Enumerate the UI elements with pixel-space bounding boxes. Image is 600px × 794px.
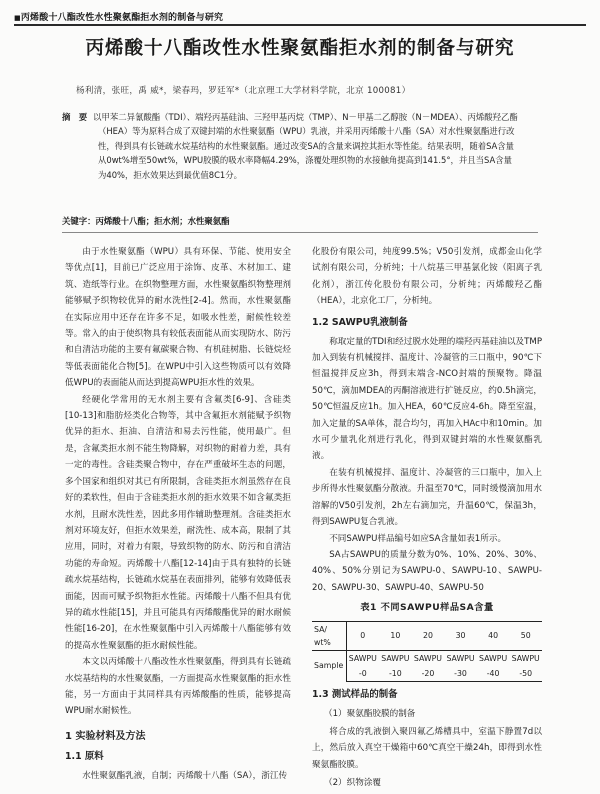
section-1-3-heading: 1.3 测试样品的制备 [312, 688, 398, 700]
table-cell: SAWPU [444, 650, 477, 666]
right-column [312, 244, 542, 794]
film-prep-text: 将合成的乳液倒入聚四氟乙烯槽具中，室温下静置7d以上，然后放入真空干燥箱中60℃真空干燥24h，即得到水性聚氨酯胶膜。 [312, 726, 542, 770]
table-cell: SAWPU [346, 650, 379, 666]
table-row-lead: Sample [312, 650, 346, 681]
running-header-title: ■ 丙烯酸十八酯改性水性聚氨酯拒水剂的制备与研究 [14, 10, 223, 23]
synthesis-paragraph-4: SA占SAWPU的质量分数为0%、10%、20%、30%、40%、50%分别记为SAWPU-0、SAWPU-10、SAWPU-20、SAWPU-30、SAWPU-40、SAWPU-50 [312, 549, 542, 593]
intro-paragraph-2: 经硬化学常用的无水剂主要有含氟类[6-9]、含硅类[10-13]和脂肪烃类化合物等，其中含氟拒水剂能赋予织物优异的拒水、拒油、自清洁和易去污性能，使用最广。但是，含氟类拒水剂不能生物降解，对织物的耐着力差，具有一定的毒性。含硅类聚合物中，存在严重破坏生态的问题，多个国家和组织对其已有所限制，含硅类拒水剂虽然存在良好的柔软性，但由于含硅类拒水剂的拒水效果不如含氟类拒水剂，且耐水洗性差，因此多用作辅助整理剂。含硅类拒水剂对环境友好，但拒水效果差，耐洗性、成本高，限制了其应用，同时，对着力有限，导致织物的防水、防污和自清洁功能的寿命短。丙烯酸十八酯[12-14]由于具有独特的长链疏水烷基结构，长链疏水烷基在表面排列，能够有效降低表面能，因而可赋予织物拒水性能。丙烯酸十八酯不但具有优异的疏水性能[15]，并且可能具有丙烯酸酯优异的耐水耐候性能[16-20]，在水性聚氨酯中引入丙烯酸十八酯能够有效的提高水性聚氨酯的拒水耐候性能。 [65, 394, 291, 651]
abstract [62, 110, 518, 182]
synthesis-paragraph-1: 称取定量的TDI和经过脱水处理的端羟丙基硅油以及TMP加入到装有机械搅拌、温度计、冷凝管的三口瓶中，90℃下恒温搅拌反应3h，得到末端含-NCO封端的预聚物。降温50℃，滴加MDEA的丙酮溶液进行扩链反应，约0.5h滴完，50℃恒温反应1h。加入HEA，60℃反应4-6h。降至室温，加入定量的SA单体，混合均匀，再加入HAc中和10min。加水可少量乳化剂进行乳化，得到双键封端的水性聚氨酯乳液。 [312, 336, 542, 462]
table-cell: 10 [379, 621, 412, 650]
keywords-label: 关键字： [62, 216, 96, 226]
intro-paragraph-1: 由于水性聚氨酯（WPU）具有环保、节能、使用安全等优点[1]，目前已广泛应用于涂饰、皮革、木材加工、建筑、造纸等行业。在织物整理方面，水性聚氨酯织物整理剂能够赋予织物较优异的耐水洗性[2-4]。然而，水性聚氨酯在实际应用中还存在许多不足，如吸水性差，耐候性较差等。常入的由于使织物具有较低表面能从而实现防水、防污和自清洁功能的主要有氟碳聚合物、有机硅树脂、长链烷烃等低表面能化合物[5]。在WPU中引入这些物质可以有效降低WPU的表面能从而达到提高WPU拒水性的效果。 [65, 247, 291, 389]
subsection-film-prep: （1）聚氨酯胶膜的制备 [324, 708, 416, 719]
table-cell: 30 [444, 621, 477, 650]
keywords-text: 丙烯酸十八酯；拒水剂；水性聚氨酯 [95, 216, 230, 226]
table-cell: 40 [477, 621, 510, 650]
table-1 [312, 621, 542, 682]
table-cell: 20 [412, 621, 445, 650]
section-1-1-text: 水性聚氨酯乳液，自制；丙烯酸十八酯（SA），浙江传 [82, 770, 288, 781]
table-cell: -40 [477, 666, 510, 682]
section-1-heading: 1 实验材料及方法 [65, 730, 146, 742]
section-1-1-heading: 1.1 原料 [65, 750, 104, 762]
table-cell: SAWPU [412, 650, 445, 666]
synthesis-paragraph-3: 不同SAWPU样品编号如应SA含量如表1所示。 [329, 533, 507, 544]
keywords [62, 215, 518, 227]
table-row [312, 666, 542, 682]
table-cell: -20 [412, 666, 445, 682]
table-header-lead: SA/ wt% [312, 621, 346, 650]
section-1-2-heading: 1.2 SAWPU乳液制备 [312, 316, 408, 328]
keywords-divider [62, 232, 538, 233]
table-cell: SAWPU [509, 650, 542, 666]
table-row [312, 621, 542, 650]
intro-paragraph-3: 本文以丙烯酸十八酯改性水性聚氨酯，得到具有长链疏水烷基结构的水性聚氨酯，一方面提高水性聚氨酯的拒水性能，另一方面由于其同样具有丙烯酸酯的性质，能够提高WPU耐水耐候性。 [65, 657, 291, 717]
materials-continued: 化股份有限公司，纯度99.5%；V50引发剂，成都金山化学试剂有限公司，分析纯；十八烷基三甲基氯化铵（阳离子乳化剂），浙江传化股份有限公司，分析纯；丙烯酸羟乙酯（HEA），北京化工厂，分析纯。 [312, 247, 542, 307]
table-1-title: 表1 不同SAWPU样品SA含量 [360, 602, 494, 614]
abstract-text: 以甲苯二异氰酸酯（TDI）、端羟丙基硅油、三羟甲基丙烷（TMP）、N－甲基二乙醇胺（N－MDEA）、丙烯酸羟乙酯（HEA）等为原料合成了双键封端的水性聚氨酯（WPU）乳液，并采用丙烯酸十八酯（SA）对水性聚氨酯进行改性，得到具有长链疏水烷基结构的水性聚氨酯。通过改变SA的含量来调控其拒水等性能。结果表明，随着SA含量从0wt%增至50wt%，WPU胶膜的吸水率降幅4.29%，涤覆处理织物的水接触角提高到141.5°，并且当SA含量为40%，拒水效果达到最优值8C1分。 [93, 112, 518, 180]
header-rule [14, 24, 586, 26]
table-cell: -0 [346, 666, 379, 682]
running-header [14, 10, 586, 26]
table-cell: 0 [346, 621, 379, 650]
abstract-label: 摘 要 [62, 112, 88, 122]
table-cell: 50 [509, 621, 542, 650]
left-column [65, 244, 291, 784]
table-cell: -10 [379, 666, 412, 682]
table-cell: SAWPU [477, 650, 510, 666]
table-cell: SAWPU [379, 650, 412, 666]
subsection-fabric-coating: （2）织物涂覆 [324, 778, 382, 789]
table-cell: -50 [509, 666, 542, 682]
synthesis-paragraph-2: 在装有机械搅拌、温度计、冷凝管的三口瓶中，加入上步所得水性聚氨酯分散液。升温至70℃，同时缓慢滴加用水溶解的V50引发剂，2h左右滴加完，升温60℃，保温3h，得到SAWPU复合乳液。 [312, 467, 542, 528]
table-row [312, 650, 542, 666]
author-line: 杨利清，张旺，禹 威*，梁春玛，罗廷军*（北京理工大学材料学院，北京 100081） [76, 86, 411, 96]
article-title: 丙烯酸十八酯改性水性聚氨酯拒水剂的制备与研究 [85, 38, 515, 59]
table-cell: -30 [444, 666, 477, 682]
